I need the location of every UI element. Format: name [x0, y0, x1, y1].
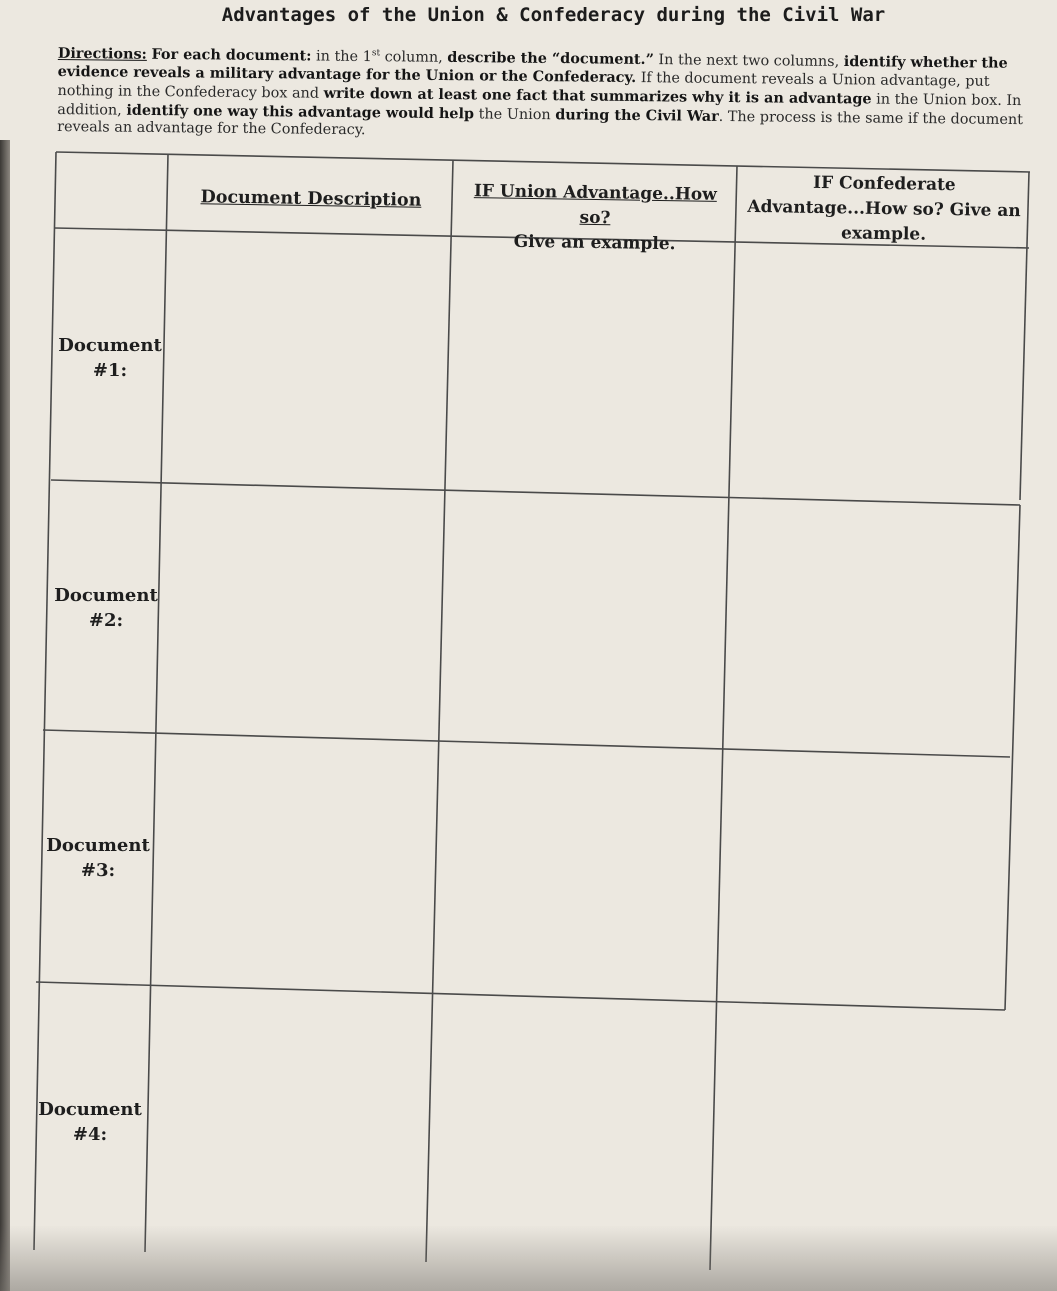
table-left-rule [34, 152, 56, 1250]
directions-part: identify whether the evidence reveals a military advantage for the Union or the Confederacy. [57, 53, 1008, 87]
header-description-label: Document Description [200, 187, 422, 211]
row-label-line2: #3: [80, 860, 116, 881]
row-label-line2: #2: [88, 610, 124, 631]
header-conf-line1: IF Confederate [812, 172, 956, 196]
table-top-rule [56, 152, 1030, 172]
directions-part: in the 1 [311, 48, 372, 66]
desc-col-rule [426, 160, 453, 1262]
row3-bottom-rule [36, 982, 1005, 1010]
worksheet-title: Advantages of the Union & Confederacy during the Civil War [221, 4, 886, 26]
directions-part: column, [380, 49, 448, 66]
directions-part: in the Union box. In addition, [57, 91, 1022, 119]
row-label-document-2 [54, 583, 158, 633]
directions-part: describe the “document.” [447, 48, 654, 69]
row-label-document-3 [46, 833, 150, 883]
directions-part: write down at least one fact that summarizes why it is an advantage [323, 84, 872, 108]
header-confederate-advantage [741, 170, 1026, 249]
header-union-line2: Give an example. [513, 231, 676, 255]
row2-bottom-rule [43, 730, 1010, 757]
label-col-rule [145, 154, 168, 1252]
row-label-line2: #1: [92, 360, 128, 381]
union-col-rule [710, 166, 737, 1270]
header-union-advantage [455, 179, 734, 258]
header-union-line1: IF Union Advantage..How so? [473, 181, 718, 229]
directions-part: In the next two columns, [653, 52, 844, 71]
row-label-line1: Document [58, 335, 162, 356]
row-label-document-4 [38, 1097, 142, 1147]
row-label-line1: Document [54, 585, 158, 606]
row-label-line1: Document [46, 835, 150, 856]
directions-part: For each document: [151, 45, 312, 65]
photo-shadow [0, 1225, 1057, 1291]
header-conf-line3: example. [840, 223, 927, 245]
directions-part: . The process is the same if the document reveals an advantage for the Confederacy. [57, 108, 1024, 139]
header-document-description [180, 185, 442, 214]
directions-part: If the document reveals a Union advantage, put nothing in the Confederacy box and [57, 70, 990, 102]
directions-sup: st [371, 48, 381, 59]
row-label-document-1 [58, 333, 162, 383]
header-conf-line2: Advantage...How so? Give an [747, 196, 1021, 222]
directions-part: the Union [473, 105, 556, 123]
directions-label: Directions: [57, 44, 148, 63]
row-label-line2: #4: [72, 1124, 108, 1145]
row1-bottom-rule [51, 480, 1020, 505]
directions-part: during the Civil War [555, 105, 719, 125]
row-label-line1: Document [38, 1099, 142, 1120]
directions-part: identify one way this advantage would help [126, 101, 475, 122]
